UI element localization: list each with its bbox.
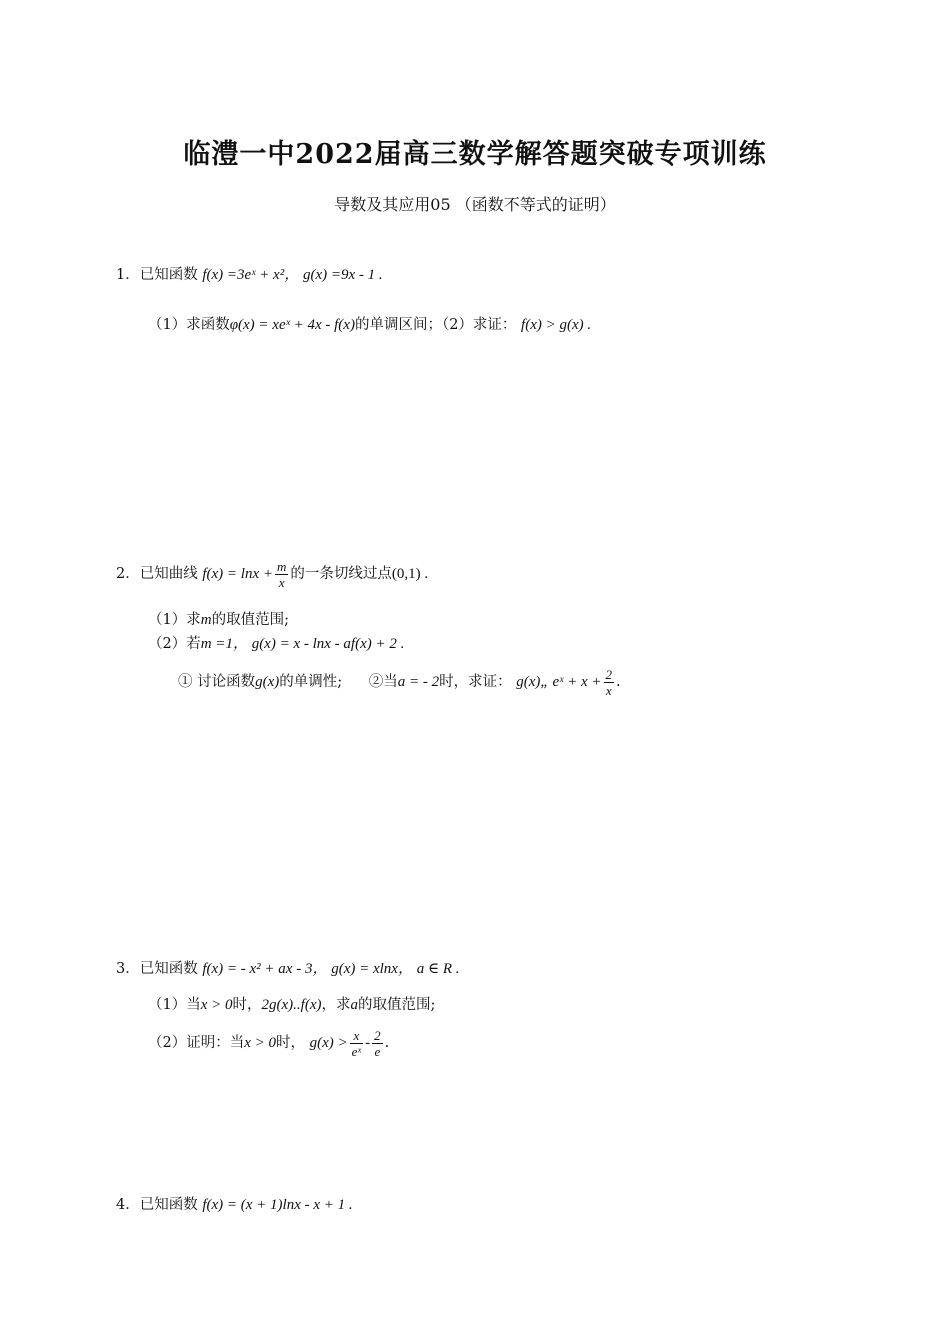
subpart-text: 的单调性; [279, 674, 343, 690]
math-expression: m =1， g(x) = x - lnx - af(x) + 2 . [200, 636, 405, 652]
math-expression: φ(x) = xeˣ + 4x - f(x) [229, 317, 355, 333]
subpart-text: ②当 [368, 674, 398, 690]
question-number: 2． [116, 566, 140, 582]
punctuation: . [384, 1035, 390, 1051]
part-text: （1）求 [148, 612, 201, 628]
math-expression: (0,1) . [391, 566, 429, 582]
page-subtitle: 导数及其应用05 （函数不等式的证明） [334, 195, 616, 214]
math-expression: a = - 2 [397, 674, 440, 690]
punctuation: . [616, 674, 621, 690]
math-expression: f(x) = - x² + ax - 3， g(x) = xlnx， a ∈ R . [202, 961, 460, 977]
part-text: 的取值范围; [357, 997, 436, 1013]
math-expression: f(x) =3eˣ + x²， g(x) =9x - 1 . [202, 267, 383, 283]
math-expression: g(x) > [309, 1035, 348, 1051]
part-text: （1）求函数 [148, 317, 230, 333]
subpart-text: 时，求证： [439, 674, 512, 690]
fraction-numerator: 2 [374, 1027, 381, 1043]
question-3-stem [116, 959, 459, 979]
question-3-part-1 [148, 995, 435, 1015]
question-2-part-2 [148, 634, 404, 654]
fraction-numerator: 2 [605, 666, 613, 682]
math-expression: f(x) = (x + 1)lnx - x + 1 . [202, 1197, 353, 1213]
fraction-numerator: m [276, 558, 287, 574]
question-3-part-2 [148, 1025, 389, 1061]
math-expression: g(x)„ eˣ + x + [516, 674, 602, 690]
math-expression: 2g(x)..f(x) [261, 997, 322, 1013]
question-2-stem [116, 556, 428, 592]
math-expression: x > 0 [244, 1035, 277, 1051]
question-text: 的一条切线过点 [290, 566, 392, 582]
part-text: （2）证明：当 [148, 1035, 245, 1051]
fraction [350, 1028, 363, 1059]
part-text: 时， [232, 997, 262, 1013]
subpart-text: ① 讨论函数 [178, 674, 256, 690]
part-text: 的取值范围; [211, 612, 289, 628]
fraction-denominator: e [374, 1043, 381, 1059]
question-text: 已知函数 [139, 1197, 198, 1213]
fraction-denominator: x [278, 574, 285, 590]
question-2-subparts [178, 664, 621, 700]
fraction [604, 667, 615, 698]
math-operator: - [365, 1035, 371, 1051]
page-title: 临澧一中2022届高三数学解答题突破专项训练 [183, 139, 767, 170]
fraction [275, 559, 288, 590]
math-expression: g(x) [255, 674, 280, 690]
math-expression: f(x) > g(x) . [521, 317, 592, 333]
question-2-part-1 [148, 610, 289, 630]
question-text: 已知曲线 [139, 566, 198, 582]
math-expression: f(x) = lnx + [202, 566, 273, 582]
part-text: ，求 [321, 997, 351, 1013]
question-1-part [148, 315, 591, 335]
question-4-stem [116, 1195, 353, 1215]
math-expression: a [350, 997, 358, 1013]
math-expression: x > 0 [200, 997, 233, 1013]
question-text: 已知函数 [139, 961, 198, 977]
question-number: 4． [116, 1197, 140, 1213]
question-text: 已知函数 [139, 267, 198, 283]
fraction-numerator: x [350, 1028, 363, 1044]
question-1-stem [116, 265, 383, 285]
fraction-denominator: x [605, 682, 612, 698]
part-text: 时， [276, 1035, 306, 1051]
fraction-denominator: eˣ [351, 1043, 362, 1059]
question-number: 1． [116, 267, 140, 283]
part-text: （2）若 [148, 636, 201, 652]
math-expression: m [200, 612, 212, 628]
part-text: （1）当 [148, 997, 201, 1013]
question-number: 3． [116, 961, 140, 977]
part-text: 的单调区间；（2）求证： [354, 317, 517, 333]
fraction [372, 1028, 383, 1059]
